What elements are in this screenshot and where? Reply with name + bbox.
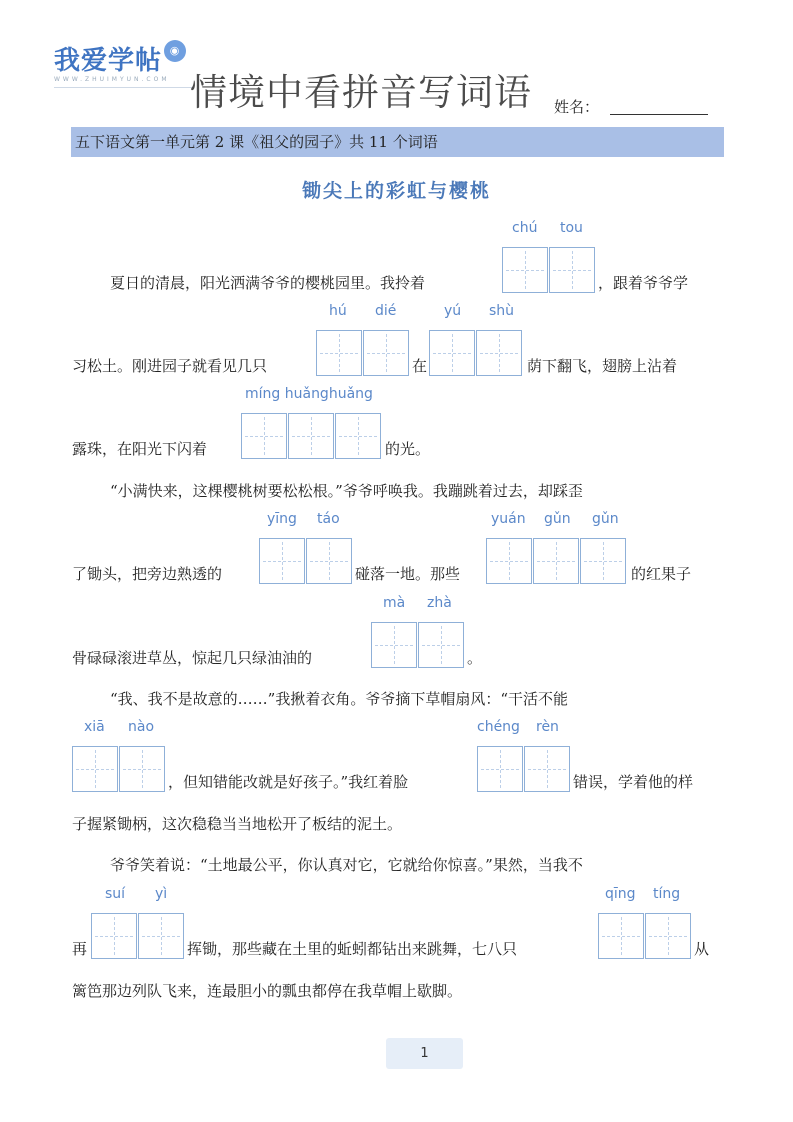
pinyin-syllable: qīng	[605, 886, 636, 902]
pinyin-syllable: suí	[105, 886, 126, 902]
story-text: 的红果子	[631, 565, 692, 583]
pinyin-syllable: gǔn	[544, 511, 571, 527]
pinyin-syllable: zhà	[427, 595, 452, 611]
name-label: 姓名：	[554, 98, 600, 116]
logo-divider	[54, 87, 194, 88]
pinyin-syllable: yú	[444, 303, 462, 319]
pinyin-syllable: xiā	[84, 719, 105, 735]
story-text: 了锄头，把旁边熟透的	[72, 565, 223, 583]
writing-cell[interactable]	[549, 247, 595, 293]
pinyin-syllable: rèn	[536, 719, 559, 735]
story-title: 锄尖上的彩虹与樱桃	[301, 180, 491, 202]
pinyin-syllable: yì	[155, 886, 168, 902]
story-text: 。	[467, 649, 483, 667]
story-text: 挥锄，那些藏在土里的蚯蚓都钻出来跳舞，七八只	[187, 940, 518, 958]
writing-cell[interactable]	[418, 622, 464, 668]
story-text: 子握紧锄柄，这次稳稳当当地松开了板结的泥土。	[72, 815, 403, 833]
story-text: “小满快来，这棵樱桃树要松松根。”爷爷呼唤我。我蹦跳着过去，却踩歪	[110, 482, 583, 500]
story-text: 错误，学着他的样	[573, 773, 694, 791]
writing-cell[interactable]	[138, 913, 184, 959]
logo-subtext: WWW.ZHUIMYUN.COM	[54, 76, 170, 83]
name-input-line[interactable]	[610, 114, 708, 115]
writing-cell[interactable]	[306, 538, 352, 584]
pinyin-syllable: gǔn	[592, 511, 619, 527]
story-text: 篱笆那边列队飞来，连最胆小的瓢虫都停在我草帽上歇脚。	[72, 982, 463, 1000]
story-text: 再	[72, 940, 88, 958]
writing-cell[interactable]	[476, 330, 522, 376]
writing-cell[interactable]	[524, 746, 570, 792]
writing-cell[interactable]	[429, 330, 475, 376]
story-text: 习松土。刚进园子就看见几只	[72, 357, 268, 375]
pinyin-syllable: mà	[383, 595, 406, 611]
story-text: 碰落一地。那些	[355, 565, 461, 583]
writing-cell[interactable]	[645, 913, 691, 959]
story-text: 荫下翻飞，翅膀上沾着	[527, 357, 678, 375]
writing-cell[interactable]	[241, 413, 287, 459]
brand-logo	[54, 40, 186, 83]
pinyin-syllable: shù	[489, 303, 515, 319]
writing-cell[interactable]	[119, 746, 165, 792]
pinyin-syllable: tou	[560, 220, 583, 236]
pinyin-syllable: yuán	[491, 511, 526, 527]
story-text: 夏日的清晨，阳光洒满爷爷的樱桃园里。我拎着	[110, 274, 426, 292]
pinyin-syllable: hú	[329, 303, 347, 319]
worksheet-banner-title: 情境中看拼音写词语	[190, 71, 532, 114]
story-text: ，跟着爷爷学	[598, 274, 689, 292]
writing-cell[interactable]	[316, 330, 362, 376]
pinyin-syllable: nào	[128, 719, 155, 735]
pinyin-syllable: yīng	[267, 511, 297, 527]
story-text: 在	[412, 357, 428, 375]
logo-text: 我爱学帖	[54, 46, 163, 76]
logo-badge-icon: ◉	[164, 40, 186, 62]
pinyin-syllable: chéng	[477, 719, 520, 735]
story-text: 的光。	[385, 440, 431, 458]
writing-cell[interactable]	[371, 622, 417, 668]
pinyin-syllable: táo	[317, 511, 340, 527]
pinyin-syllable: tíng	[653, 886, 681, 902]
writing-cell[interactable]	[259, 538, 305, 584]
page-number: 1	[386, 1038, 463, 1069]
pinyin-syllable: chú	[512, 220, 538, 236]
pinyin-syllable: míng huǎnghuǎng	[245, 386, 373, 402]
writing-cell[interactable]	[502, 247, 548, 293]
writing-cell[interactable]	[91, 913, 137, 959]
story-text: 爷爷笑着说：“土地最公平，你认真对它，它就给你惊喜。”果然，当我不	[110, 856, 583, 874]
writing-cell[interactable]	[363, 330, 409, 376]
story-text: 骨碌碌滚进草丛，惊起几只绿油油的	[72, 649, 313, 667]
story-text: 露珠，在阳光下闪着	[72, 440, 208, 458]
story-text: ，但知错能改就是好孩子。”我红着脸	[168, 773, 409, 791]
writing-cell[interactable]	[580, 538, 626, 584]
pinyin-syllable: dié	[375, 303, 397, 319]
writing-cell[interactable]	[486, 538, 532, 584]
story-text: 从	[694, 940, 710, 958]
writing-cell[interactable]	[598, 913, 644, 959]
writing-cell[interactable]	[288, 413, 334, 459]
topic-bar: 五下语文第一单元第 2 课《祖父的园子》共 11 个词语	[71, 127, 724, 157]
writing-cell[interactable]	[72, 746, 118, 792]
writing-cell[interactable]	[533, 538, 579, 584]
writing-cell[interactable]	[335, 413, 381, 459]
writing-cell[interactable]	[477, 746, 523, 792]
story-text: “我、我不是故意的……”我揪着衣角。爷爷摘下草帽扇风：“干活不能	[110, 690, 569, 708]
